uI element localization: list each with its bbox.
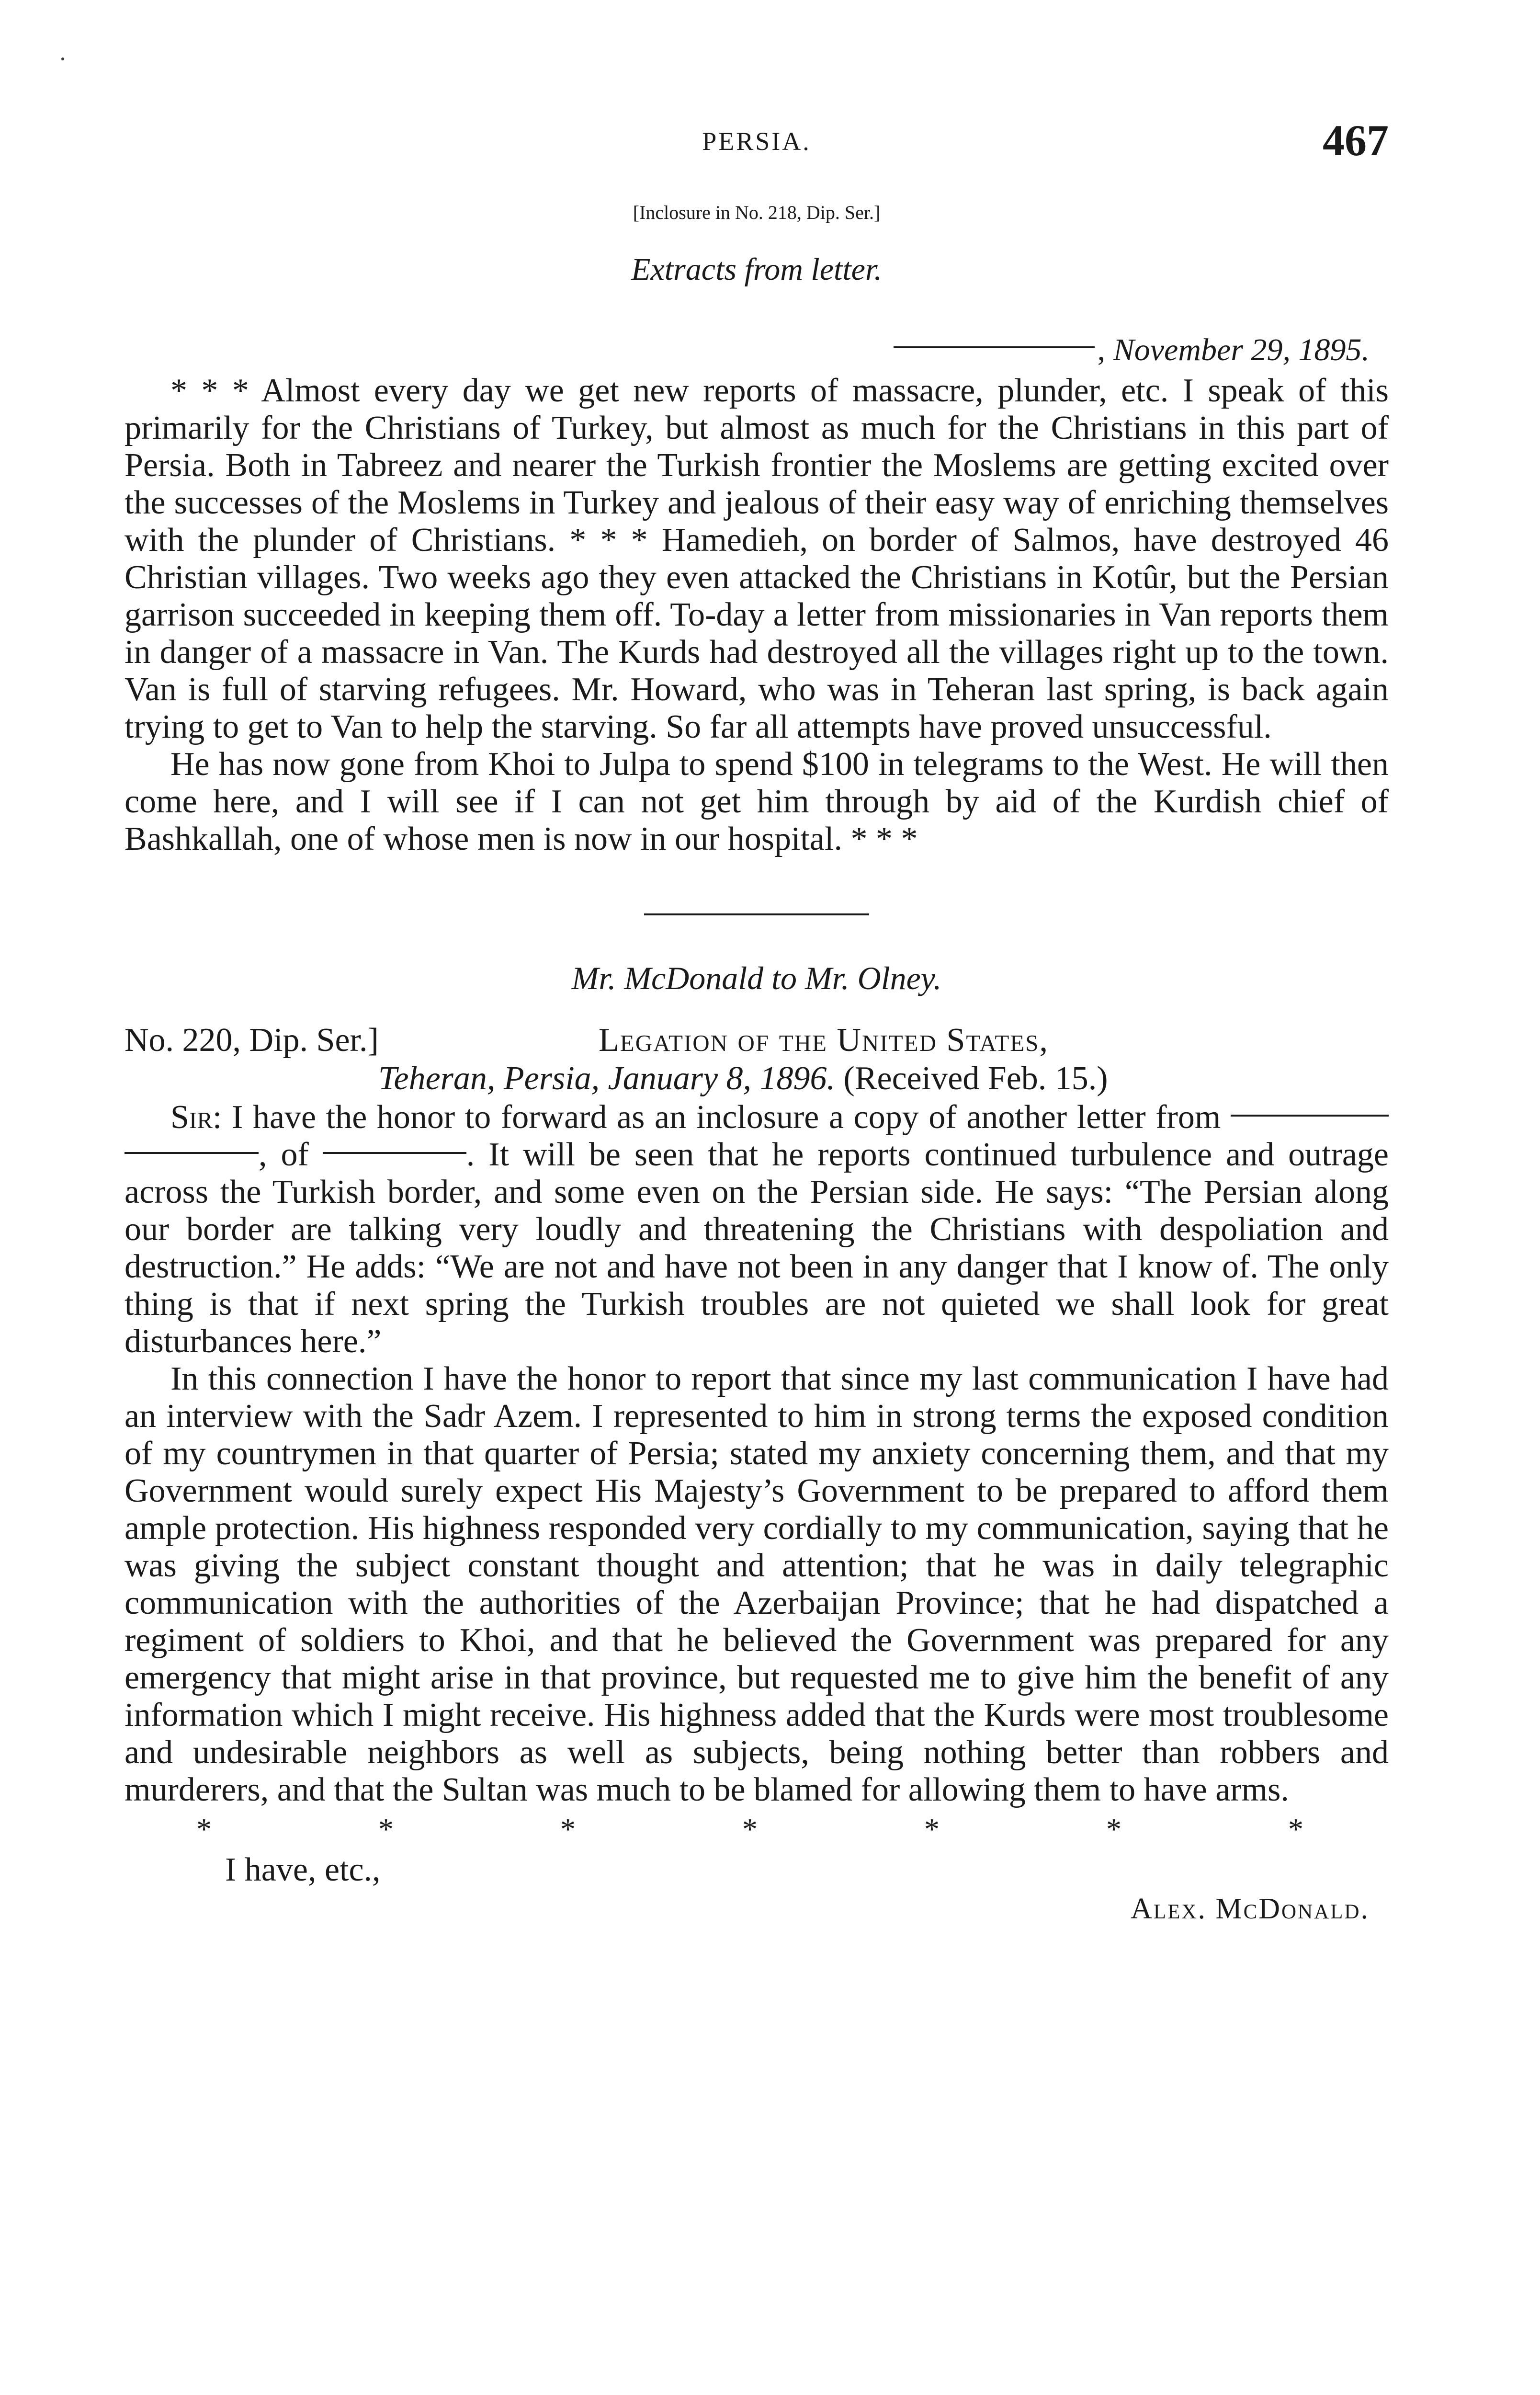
- redacted-place-line: [323, 1152, 466, 1154]
- dateline-separator: ,: [1097, 332, 1106, 367]
- ellipsis-star: *: [196, 1812, 212, 1846]
- section-divider: [644, 913, 869, 915]
- letter-paragraph-second: In this connection I have the honor to report that since my last communication I have had an interview with the Sadr Azem. I represented to him in strong terms the exposed condition of my countrymen in that quarter of Persia; stated my anxiety concerning them, and that my Government would surely expect His Majesty’s Government to be prepared to afford them ample protection. His highness responded very cordially to my communication, saying that he was giving the subject constant thought and attention; that he was in daily telegraphic communication with the authorities of the Azerbaijan Province; that he had dispatched a regiment of soldiers to Khoi, and that he believed the Government was prepared for any emergency that might arise in that province, but requested me to give him the benefit of any information which I might receive. His highness added that the Kurds were most troublesome and undesirable neighbors as well as subjects, being nothing better than robbers and murderers, and that the Sultan was much to be blamed for allowing them to have arms.: [125, 1360, 1389, 1808]
- ellipsis-star: *: [1106, 1812, 1121, 1846]
- ellipsis-star: *: [1288, 1812, 1303, 1846]
- scan-speck: [61, 57, 64, 60]
- letter-text: I have the honor to forward as an inclosure a copy of another letter from: [232, 1099, 1221, 1136]
- closing: I have, etc.,: [225, 1851, 381, 1888]
- letter-text: . It will be seen that he reports continued turbulence and outrage across the Turkish border, and some even on the Persian side. He says: “The Persian along our border are talking very loudly and threatening the Christians with despoliation and destruction.” He adds: “We are not and have not been in any danger that I know of. The only thing is that if next spring the Turkish troubles are not quieted we shall look for great disturbances here.”: [125, 1136, 1389, 1360]
- ellipsis-star: *: [742, 1812, 758, 1846]
- inclosure-note: [Inclosure in No. 218, Dip. Ser.]: [633, 202, 881, 223]
- letter-text: , of: [259, 1136, 309, 1173]
- extract-paragraph: * * * Almost every day we get new reports of massacre, plunder, etc. I speak of this primarily for the Christians of Turkey, but almost as much for the Christians in this part of Persia. Both in Tabreez and nearer the Turkish frontier the Moslems are getting excited over the successes of the Moslems in Turkey and jealous of their easy way of enriching themselves with the plunder of Christians. * * * Hamedieh, on border of Salmos, have destroyed 46 Christian villages. Two weeks ago they even attacked the Christians in Kotûr, but the Persian garrison succeeded in keeping them off. To-day a letter from missionaries in Van reports them in danger of a massacre in Van. The Kurds had destroyed all the villages right up to the town. Van is full of starving refugees. Mr. Howard, who was in Teheran last spring, is back again trying to get to Van to help the starving. So far all attempts have proved unsuccessful.: [125, 372, 1389, 745]
- received-date: (Received Feb. 15.): [843, 1060, 1108, 1097]
- redacted-name-line: [125, 1152, 259, 1154]
- document-page: [125, 115, 1389, 1926]
- dispatch-number: No. 220, Dip. Ser.]: [125, 1022, 379, 1059]
- running-title: PERSIA.: [702, 127, 811, 156]
- ellipsis-stars: [125, 1812, 1389, 1846]
- letter-heading: [125, 1021, 1389, 1060]
- redacted-name-line: [1231, 1115, 1389, 1117]
- salutation: Sir:: [170, 1099, 222, 1136]
- ellipsis-star: *: [560, 1812, 576, 1846]
- letter-title: Mr. McDonald to Mr. Olney.: [571, 960, 942, 996]
- letter-paragraph-first: [125, 1099, 1389, 1360]
- page-number: 467: [1323, 116, 1389, 165]
- extract-dateline: [125, 332, 1389, 368]
- signature: Alex. McDonald.: [1131, 1893, 1370, 1925]
- extract-date: November 29, 1895.: [1113, 332, 1370, 367]
- ellipsis-star: *: [924, 1812, 940, 1846]
- legation-name: Legation of the United States,: [599, 1022, 1049, 1059]
- page-header: [125, 115, 1389, 168]
- extract-paragraph: He has now gone from Khoi to Julpa to spend $100 in telegrams to the West. He will then come here, and I will see if I can not get him through by aid of the Kurdish chief of Bashkallah, one of whose men is now in our hospital. * * *: [125, 746, 1389, 857]
- redacted-name-line: [894, 346, 1095, 348]
- ellipsis-star: *: [378, 1812, 394, 1846]
- letter-date-row: [125, 1060, 1389, 1099]
- letter-place-date: Teheran, Persia, January 8, 1896.: [378, 1060, 836, 1097]
- extracts-title: Extracts from letter.: [631, 252, 882, 287]
